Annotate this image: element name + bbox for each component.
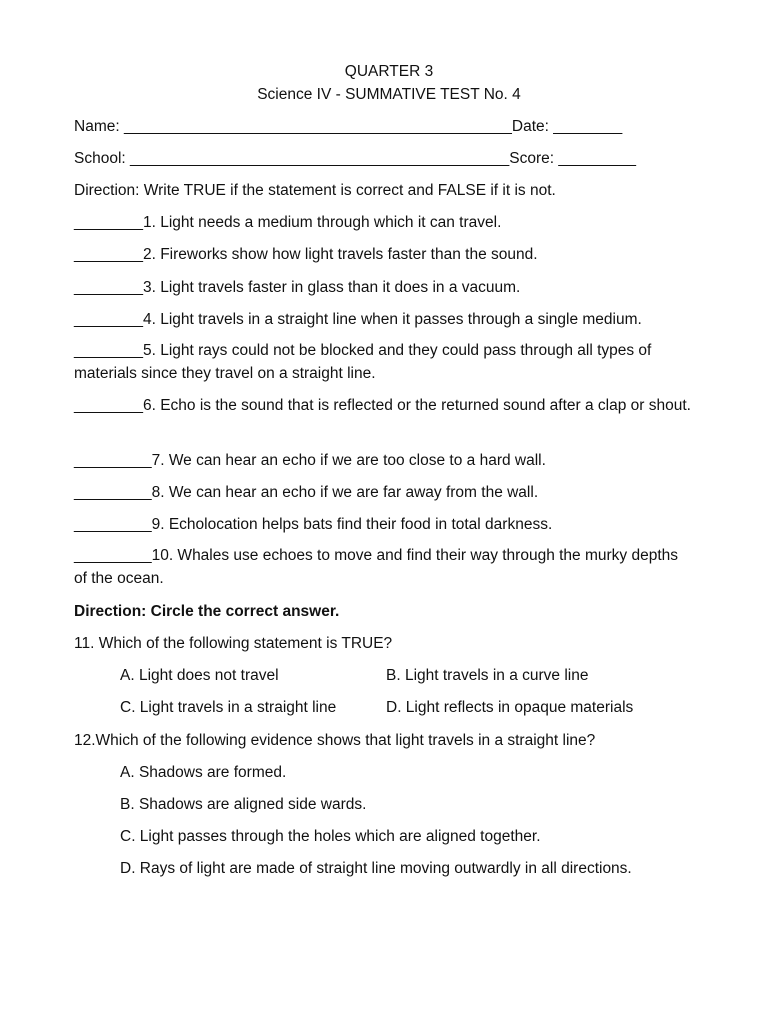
q11-option-a: A. Light does not travel — [120, 667, 279, 684]
question-12: 12.Which of the following evidence shows that light travels in a straight line? — [74, 732, 596, 749]
name-date-field: Name: _____________________________________________Date: ________ — [74, 118, 623, 135]
tf-item-1: ________1. Light needs a medium through which it can travel. — [74, 214, 502, 231]
q11-option-b: B. Light travels in a curve line — [386, 667, 589, 684]
question-11: 11. Which of the following statement is TRUE? — [74, 635, 393, 652]
tf-item-2: ________2. Fireworks show how light travels faster than the sound. — [74, 246, 538, 263]
tf-item-3: ________3. Light travels faster in glass than it does in a vacuum. — [74, 279, 521, 296]
q12-option-d: D. Rays of light are made of straight line moving outwardly in all directions. — [120, 860, 632, 877]
school-score-field: School: ____________________________________________Score: _________ — [74, 150, 636, 167]
direction-true-false: Direction: Write TRUE if the statement is correct and FALSE if it is not. — [74, 182, 556, 199]
tf-item-8: _________8. We can hear an echo if we are far away from the wall. — [74, 484, 539, 501]
tf-item-6: ________6. Echo is the sound that is reflected or the returned sound after a clap or shout. — [74, 397, 691, 414]
test-title: Science IV - SUMMATIVE TEST No. 4 — [257, 86, 521, 103]
q11-option-d: D. Light reflects in opaque materials — [386, 699, 634, 716]
q12-option-c: C. Light passes through the holes which are aligned together. — [120, 828, 541, 845]
q12-option-b: B. Shadows are aligned side wards. — [120, 796, 367, 813]
tf-item-10: _________10. Whales use echoes to move and find their way through the murky depths of the ocean. — [74, 547, 679, 587]
tf-item-4: ________4. Light travels in a straight line when it passes through a single medium. — [74, 311, 642, 328]
q11-option-c: C. Light travels in a straight line — [120, 699, 337, 716]
quarter-heading: QUARTER 3 — [344, 63, 434, 80]
tf-item-5: ________5. Light rays could not be blocked and they could pass through all types of materials since they travel on a straight line. — [74, 342, 652, 382]
tf-item-9: _________9. Echolocation helps bats find their food in total darkness. — [74, 516, 553, 533]
q12-option-a: A. Shadows are formed. — [120, 764, 287, 781]
direction-circle: Direction: Circle the correct answer. — [74, 603, 340, 620]
tf-item-7: _________7. We can hear an echo if we are too close to a hard wall. — [74, 452, 546, 469]
